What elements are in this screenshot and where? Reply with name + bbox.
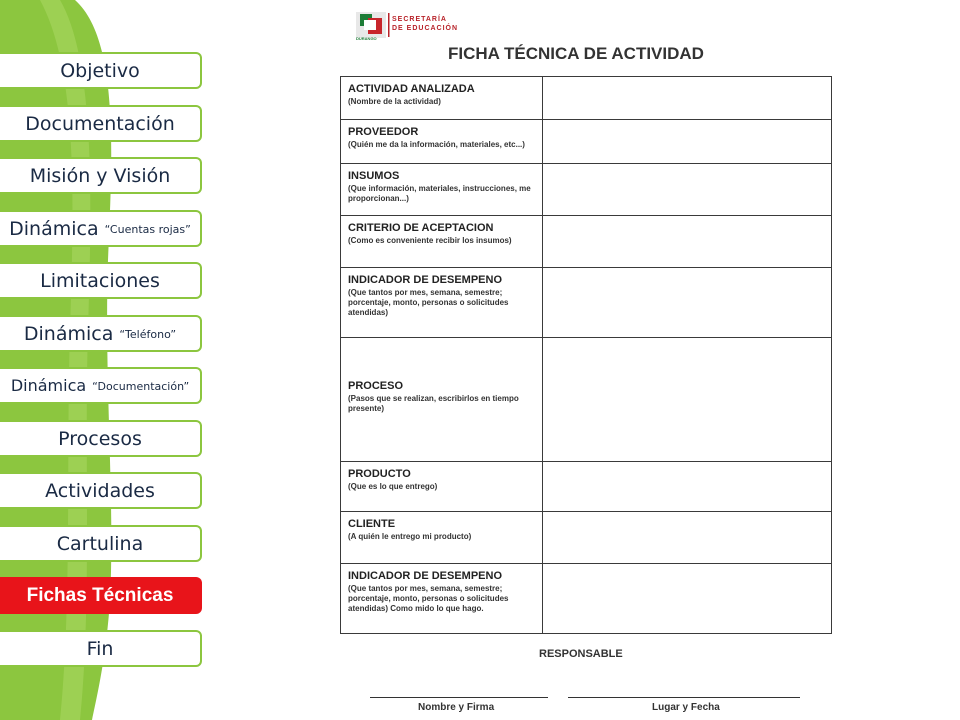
table-cell-value	[542, 120, 831, 164]
nav-item-label: Objetivo	[60, 59, 140, 82]
nav-item-mision-vision[interactable]	[0, 157, 202, 194]
document-title: FICHA TÉCNICA DE ACTIVIDAD	[448, 44, 704, 63]
table-cell-value	[542, 77, 831, 120]
nav-item-label: Procesos	[58, 427, 142, 450]
nav-item-label: Dinámica	[9, 217, 99, 240]
nav-item-limitaciones[interactable]	[0, 262, 202, 299]
nav-item-label: Fichas Técnicas	[26, 584, 174, 606]
nav-item-label: Actividades	[45, 479, 155, 502]
logo-title: SECRETARÍA DE EDUCACIÓN	[392, 16, 459, 32]
nav-item-dinamica-cuentas-rojas[interactable]	[0, 210, 202, 247]
signature-name-label: Nombre y Firma	[418, 702, 495, 713]
table-row: PRODUCTO (Que es lo que entrego)	[341, 462, 832, 512]
nav-item-label: Cartulina	[56, 532, 144, 555]
table-row: INSUMOS (Que información, materiales, instrucciones, me proporcionan...)	[341, 164, 832, 216]
ficha-table	[340, 76, 832, 634]
table-cell-value	[542, 164, 831, 216]
nav-item-label: Limitaciones	[40, 269, 160, 292]
nav-item-label: Documentación	[25, 112, 175, 135]
nav-item-fichas-tecnicas[interactable]	[0, 577, 202, 614]
table-cell-value	[542, 268, 831, 338]
nav-item-dinamica-documentacion[interactable]	[0, 367, 202, 404]
table-row: ACTIVIDAD ANALIZADA (Nombre de la actividad)	[341, 77, 832, 120]
nav-item-label: Misión y Visión	[29, 164, 171, 187]
nav-item-sublabel: “Documentación”	[92, 380, 190, 393]
table-row: PROCESO (Pasos que se realizan, escribirlos en tiempo presente)	[341, 338, 832, 462]
nav-item-documentacion[interactable]	[0, 105, 202, 142]
table-row: INDICADOR DE DESEMPENO (Que tantos por mes, semana, semestre; porcentaje, monto, personas o solicitudes atendidas) Como mido lo que hago.	[341, 564, 832, 634]
nav-item-sublabel: “Cuentas rojas”	[104, 223, 191, 236]
nav-item-dinamica-telefono[interactable]	[0, 315, 202, 352]
nav-item-cartulina[interactable]	[0, 525, 202, 562]
nav-item-procesos[interactable]	[0, 420, 202, 457]
nav-item-fin[interactable]	[0, 630, 202, 667]
responsable-label: RESPONSABLE	[539, 648, 623, 660]
logo-subtitle: DURANGO	[356, 36, 377, 41]
nav-item-label: Dinámica	[23, 322, 114, 345]
nav-item-objetivo[interactable]	[0, 52, 202, 89]
table-row: PROVEEDOR (Quién me da la información, materiales, etc...)	[341, 120, 832, 164]
table-cell-value	[542, 564, 831, 634]
table-row: CRITERIO DE ACEPTACION (Como es conveniente recibir los insumos)	[341, 216, 832, 268]
table-cell-value	[542, 512, 831, 564]
nav-item-label: Dinámica	[10, 376, 87, 395]
table-cell-value	[542, 338, 831, 462]
signature-line-place	[568, 697, 800, 698]
nav-item-actividades[interactable]	[0, 472, 202, 509]
signature-line-name	[370, 697, 548, 698]
table-row: INDICADOR DE DESEMPENO (Que tantos por mes, semana, semestre; porcentaje, monto, personas o solicitudes atendidas)	[341, 268, 832, 338]
nav-item-sublabel: “Teléfono”	[119, 328, 177, 341]
signature-place-label: Lugar y Fecha	[652, 702, 720, 713]
table-cell-value	[542, 462, 831, 512]
nav-item-label: Fin	[86, 637, 114, 660]
table-cell-value	[542, 216, 831, 268]
table-row: CLIENTE (A quién le entrego mi producto)	[341, 512, 832, 564]
